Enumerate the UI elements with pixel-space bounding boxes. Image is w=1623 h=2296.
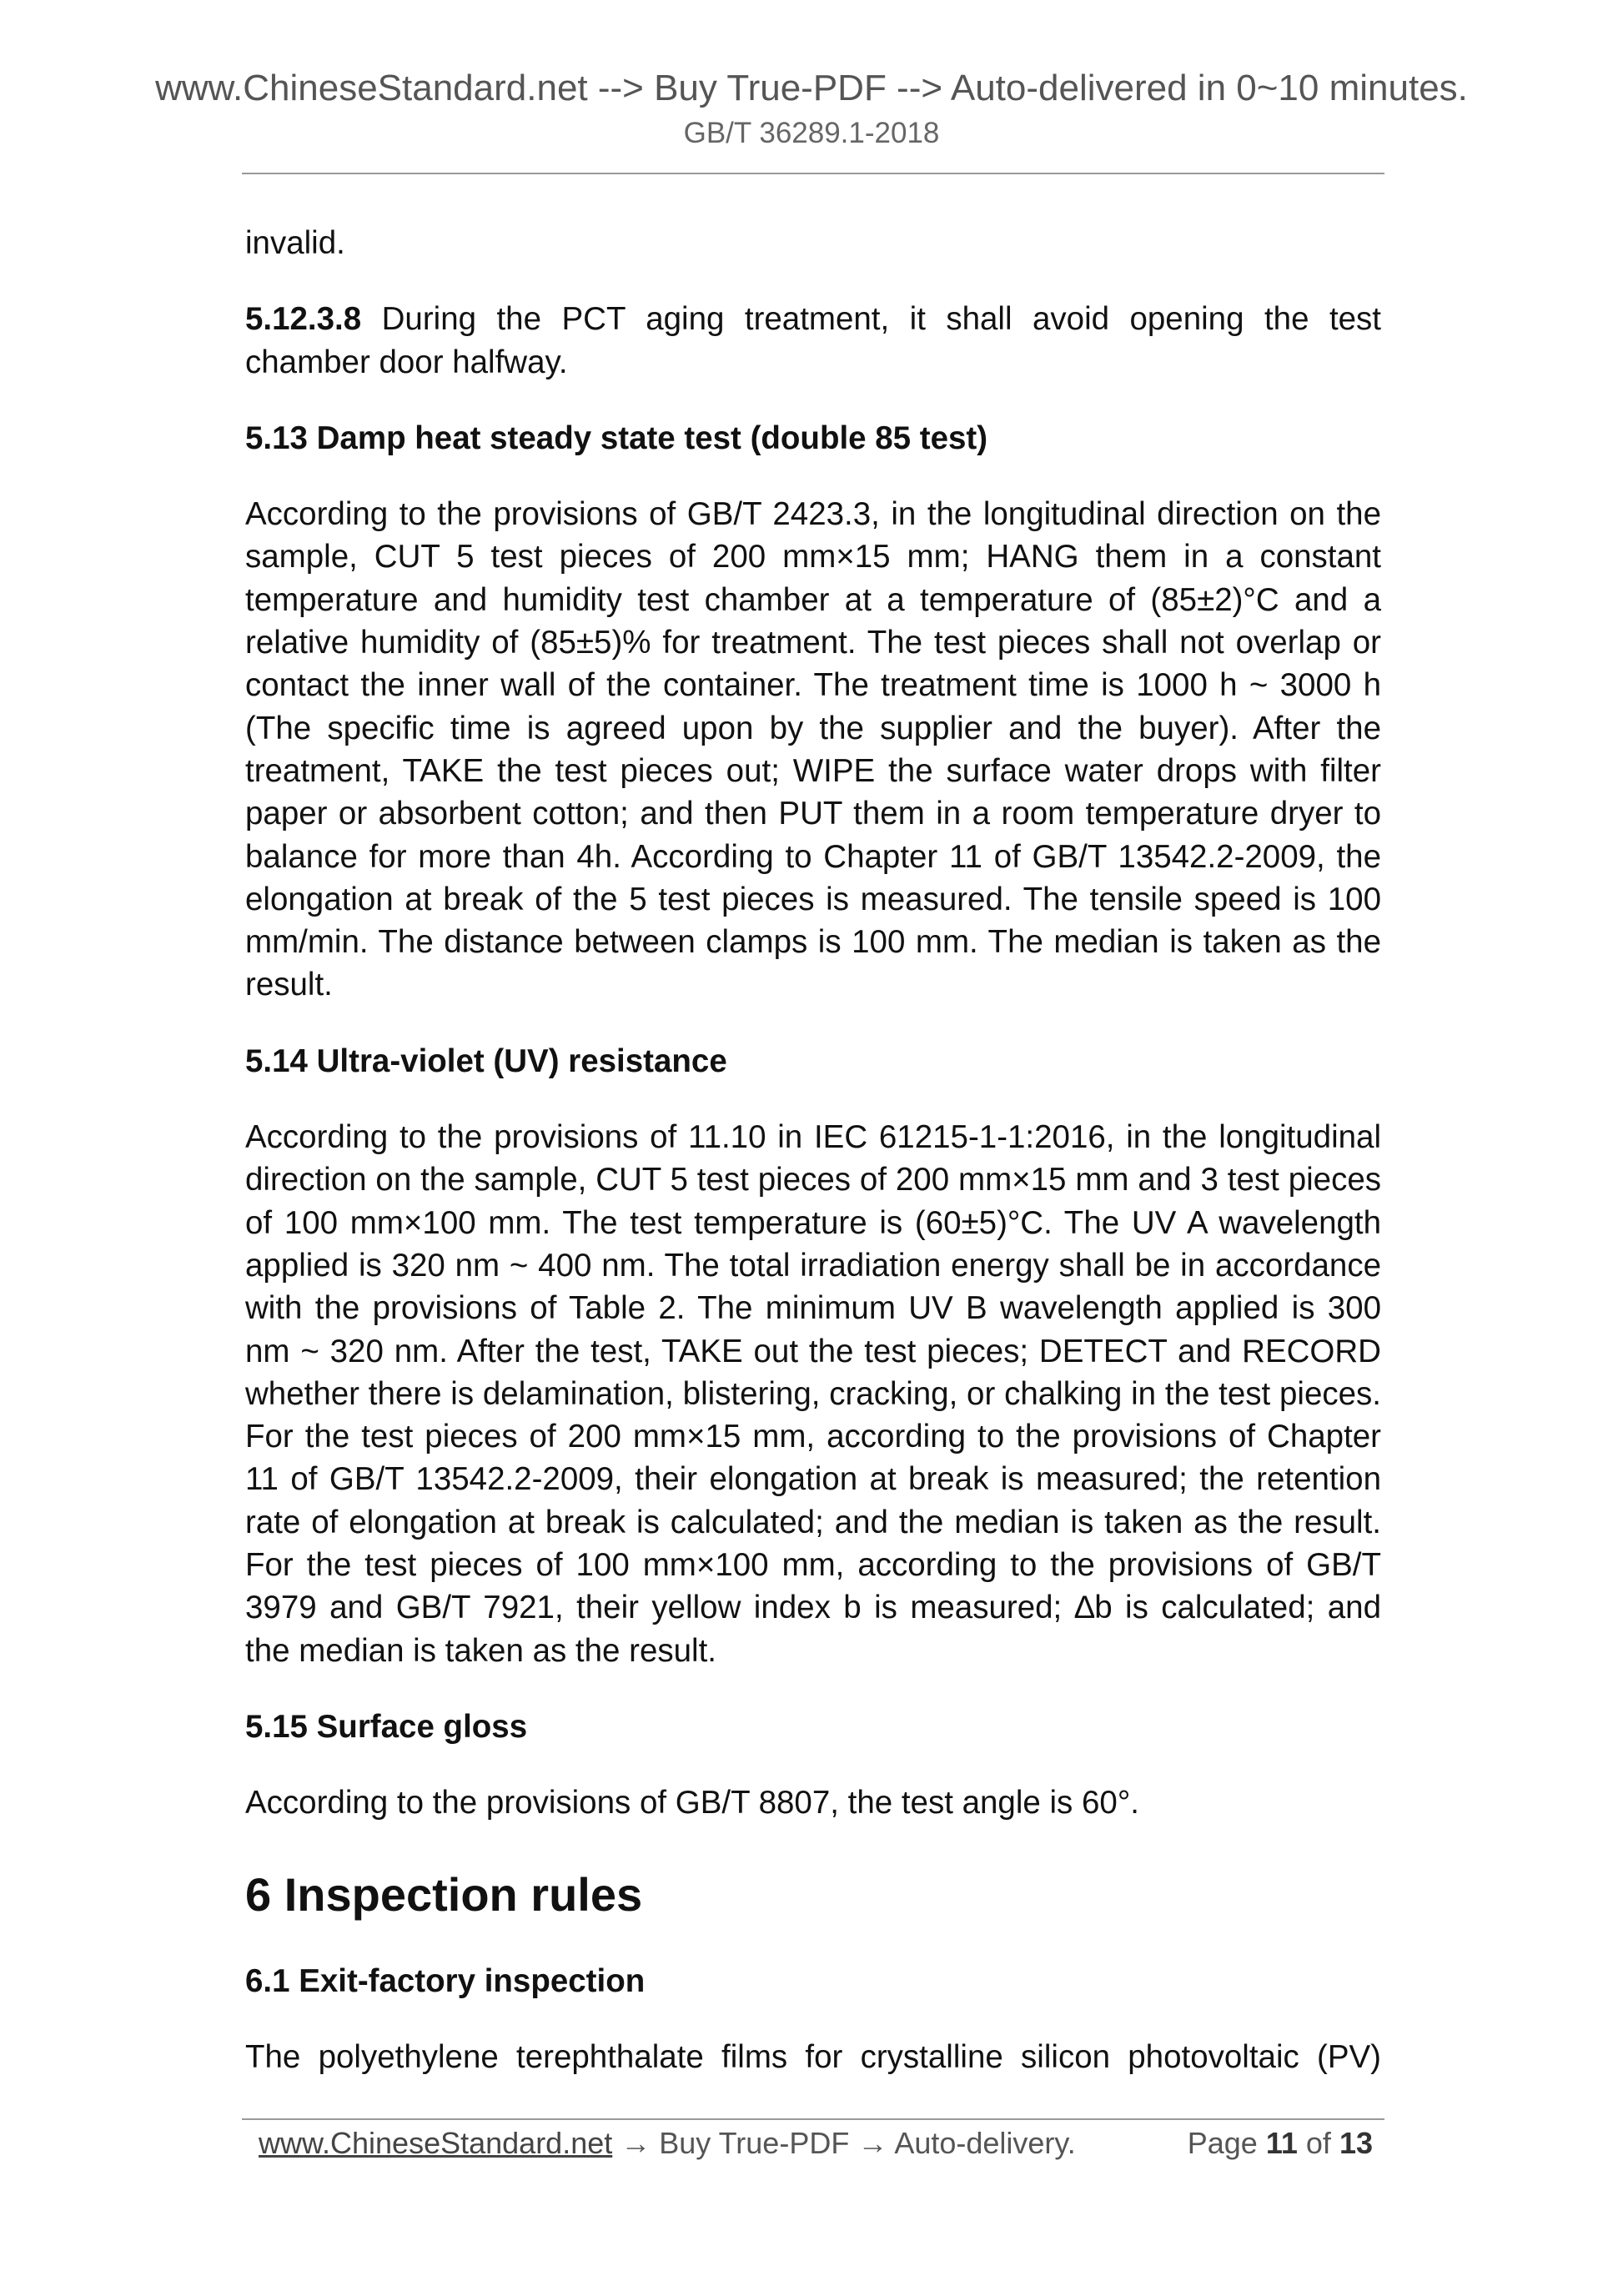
page-indicator bbox=[1188, 2123, 1373, 2163]
footer-divider bbox=[242, 2118, 1384, 2120]
footer-promo-text: → Buy True-PDF → Auto-delivery. bbox=[612, 2126, 1076, 2160]
section-text-5-15: According to the provisions of GB/T 8807, the test angle is 60°. bbox=[245, 1785, 1139, 1821]
section-heading-5-15: 5.15 Surface gloss bbox=[245, 1708, 528, 1745]
clause-5-12-3-8 bbox=[245, 298, 1381, 384]
document-body bbox=[245, 222, 1381, 2112]
page-footer bbox=[259, 2123, 1376, 2163]
of-label: of bbox=[1305, 2126, 1331, 2160]
footer-site-link[interactable]: www.ChineseStandard.net bbox=[259, 2126, 613, 2160]
header-divider bbox=[242, 173, 1384, 174]
page-label: Page bbox=[1187, 2126, 1258, 2160]
clause-text: During the PCT aging treatment, it shall avoid opening the test chamber door halfway. bbox=[245, 301, 1381, 380]
section-text-6-1: The polyethylene terephthalate films for crystalline silicon photovoltaic (PV) bbox=[245, 2038, 1381, 2075]
page-header bbox=[0, 63, 1623, 153]
continuation-text: invalid. bbox=[245, 225, 345, 261]
header-standard-number: GB/T 36289.1-2018 bbox=[683, 117, 940, 149]
header-promo-line: www.ChineseStandard.net --> Buy True-PDF --> Auto-delivered in 0~10 minutes. bbox=[155, 68, 1468, 108]
clause-number: 5.12.3.8 bbox=[245, 301, 362, 338]
page-number: 11 bbox=[1265, 2126, 1298, 2160]
section-text-5-13: According to the provisions of GB/T 2423.3, in the longitudinal direction on the sample, CUT 5 test pieces of 200 mm×15 mm; HANG them in a constant temperature and humidity test chamber at a temperature of (85±2)°C and a relative humidity of (85±5)% for treatment. The test pieces shall not overlap or contact the inner wall of the container. The treatment time is 1000 h ~ 3000 h (The specific time is agreed upon by the supplier and the buyer). After the treatment, TAKE the test pieces out; WIPE the surface water drops with filter paper or absorbent cotton; and then PUT them in a room temperature dryer to balance for more than 4h. According to Chapter 11 of GB/T 13542.2-2009, the elongation at break of the 5 test pieces is measured. The tensile speed is 100 mm/min. The distance between clamps is 100 mm. The median is taken as the result. bbox=[245, 496, 1381, 1003]
section-heading-6-1: 6.1 Exit-factory inspection bbox=[245, 1962, 646, 1999]
chapter-heading-6: 6 Inspection rules bbox=[245, 1867, 643, 1921]
section-heading-5-13: 5.13 Damp heat steady state test (double 85 test) bbox=[245, 420, 988, 456]
section-text-5-14: According to the provisions of 11.10 in IEC 61215-1-1:2016, in the longitudinal direction on the sample, CUT 5 test pieces of 200 mm×15 mm and 3 test pieces of 100 mm×100 mm. The test temperature is (60±5)°C. The UV A wavelength applied is 320 nm ~ 400 nm. The total irradiation energy shall be in accordance with the provisions of Table 2. The minimum UV B wavelength applied is 300 nm ~ 320 nm. After the test, TAKE out the test pieces; DETECT and RECORD whether there is delamination, blistering, cracking, or chalking in the test pieces. For the test pieces of 200 mm×15 mm, according to the provisions of Chapter 11 of GB/T 13542.2-2009, their elongation at break is measured; the retention rate of elongation at break is calculated; and the median is taken as the result. For the test pieces of 100 mm×100 mm, according to the provisions of GB/T 3979 and GB/T 7921, their yellow index b is measured; ∆b is calculated; and the median is taken as the result. bbox=[245, 1119, 1381, 1669]
section-heading-5-14: 5.14 Ultra-violet (UV) resistance bbox=[245, 1042, 727, 1079]
page-total: 13 bbox=[1339, 2126, 1373, 2160]
